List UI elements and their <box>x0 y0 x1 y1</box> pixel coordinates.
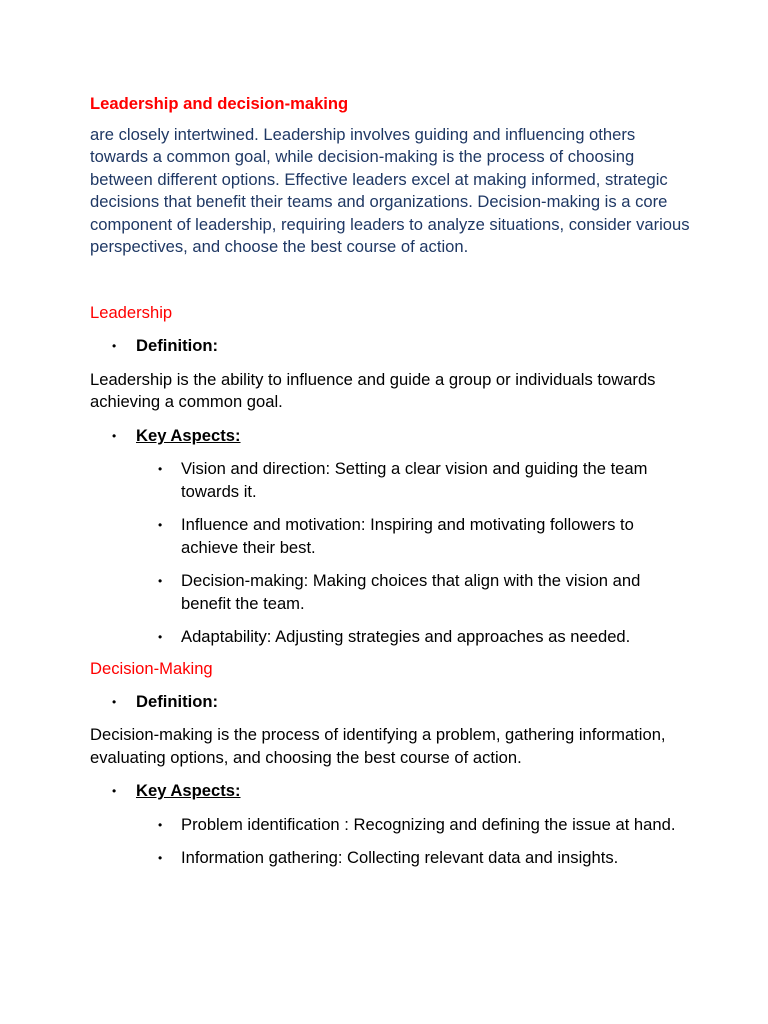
definition-text: Leadership is the ability to influence and guide a group or individuals towards achieving a common goal. <box>90 369 656 412</box>
bullet-icon: • <box>112 339 117 354</box>
aspect-item <box>90 847 690 870</box>
bullet-icon: • <box>158 817 163 832</box>
definition-list <box>90 335 690 358</box>
definition-label: Definition: <box>136 336 219 356</box>
list-item <box>90 335 690 358</box>
aspect-text: Adaptability: Adjusting strategies and approaches as needed. <box>181 627 631 647</box>
aspect-item <box>90 458 690 503</box>
intro-paragraph: are closely intertwined. Leadership involves guiding and influencing others towards a common goal, while decision-making is the process of choosing between different options. Effective leaders excel at making informed, strategic decisions that benefit their teams and organizations. Decision-making is a core component of leadership, requiring leaders to analyze situations, consider various perspectives, and choose the best course of action. <box>90 125 690 257</box>
list-item <box>90 425 690 448</box>
document-page <box>90 93 690 870</box>
bullet-icon: • <box>158 518 163 533</box>
aspect-item <box>90 570 690 615</box>
bullet-icon: • <box>112 784 117 799</box>
aspect-text: Influence and motivation: Inspiring and motivating followers to achieve their best. <box>181 515 634 557</box>
aspect-item <box>90 514 690 559</box>
bullet-icon: • <box>158 630 163 645</box>
aspect-item <box>90 814 690 837</box>
aspects-list <box>90 458 690 649</box>
document-title: Leadership and decision-making <box>90 94 349 113</box>
key-aspects-label: Key Aspects: <box>136 425 241 445</box>
key-aspects-list <box>90 780 690 803</box>
aspect-item <box>90 626 690 649</box>
section-heading: Decision-Making <box>90 658 213 678</box>
list-item <box>90 691 690 714</box>
key-aspects-list <box>90 425 690 448</box>
aspects-list <box>90 814 690 870</box>
bullet-icon: • <box>112 428 117 443</box>
definition-text: Decision-making is the process of identifying a problem, gathering information, evaluating options, and choosing the best course of action. <box>90 725 666 767</box>
aspect-text: Decision-making: Making choices that align with the vision and benefit the team. <box>181 571 641 613</box>
list-item <box>90 780 690 803</box>
aspect-text: Problem identification : Recognizing and defining the issue at hand. <box>181 814 676 834</box>
section-decision-making <box>90 658 690 870</box>
bullet-icon: • <box>158 462 163 477</box>
aspect-text: Information gathering: Collecting relevant data and insights. <box>181 848 619 868</box>
section-heading: Leadership <box>90 303 173 323</box>
aspect-text: Vision and direction: Setting a clear vision and guiding the team towards it. <box>181 459 648 501</box>
bullet-icon: • <box>158 851 163 866</box>
bullet-icon: • <box>112 694 117 709</box>
definition-label: Definition: <box>136 691 219 711</box>
definition-list <box>90 691 690 714</box>
key-aspects-label: Key Aspects: <box>136 781 241 801</box>
section-leadership <box>90 302 690 649</box>
bullet-icon: • <box>158 574 163 589</box>
